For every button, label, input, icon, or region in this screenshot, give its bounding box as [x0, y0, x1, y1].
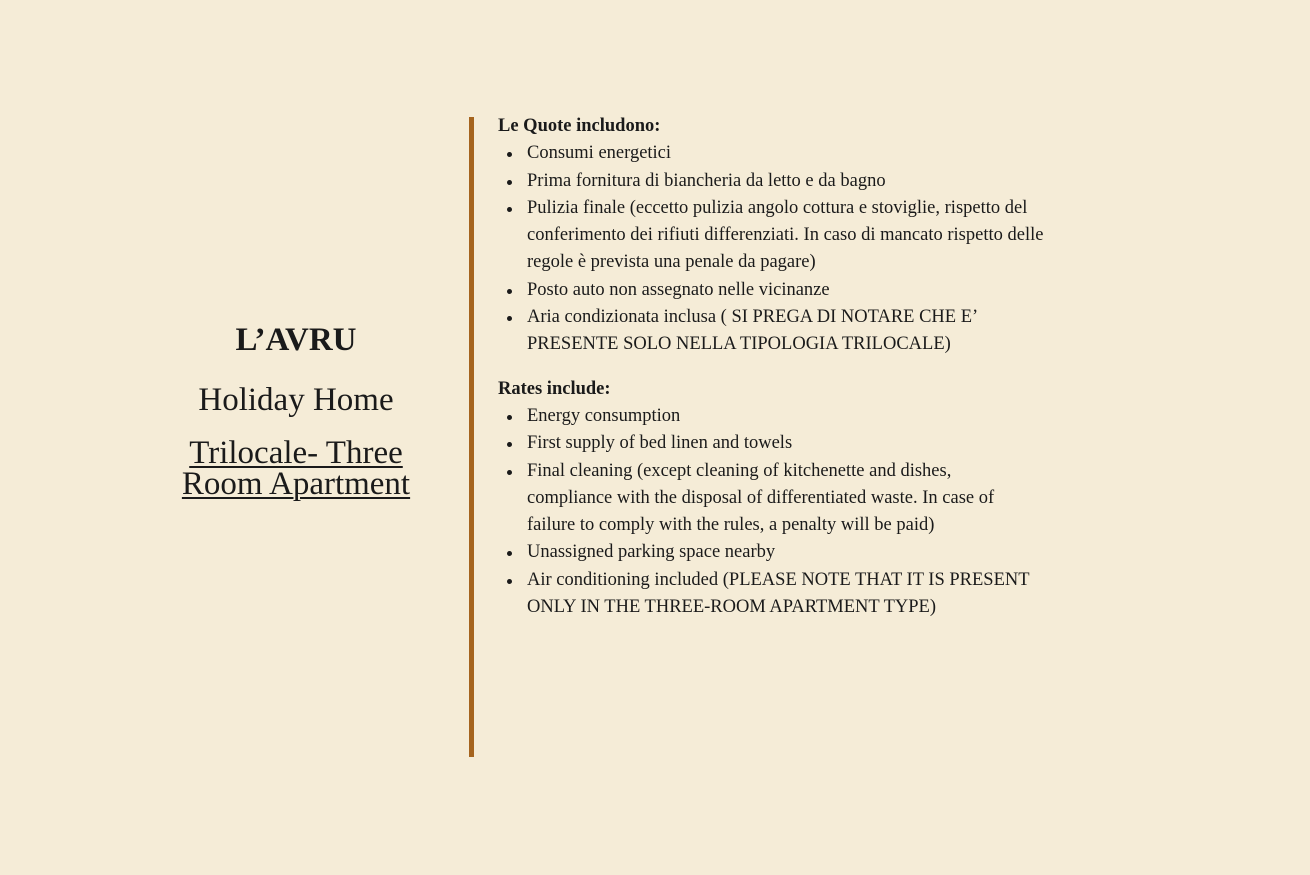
apartment-title [130, 435, 462, 502]
page-subtitle: Holiday Home [198, 382, 394, 418]
list-item: Consumi energetici [498, 140, 1068, 167]
list-item: Unassigned parking space nearby [498, 539, 1068, 566]
list-item: Posto auto non assegnato nelle vicinanze [498, 277, 1068, 304]
list-item: Air conditioning included (PLEASE NOTE THAT IT IS PRESENT ONLY IN THE THREE-ROOM APARTMENT TYPE) [498, 567, 1072, 622]
list-item: Pulizia finale (eccetto pulizia angolo cottura e stoviglie, rispetto del conferimento dei rifiuti differenziati. In caso di mancato rispetto delle regole è prevista una penale da pagare) [498, 195, 1047, 277]
italian-list [498, 140, 1068, 358]
italian-heading: Le Quote includono: [498, 116, 661, 136]
apartment-title-line-2: Room Apartment [181, 466, 411, 502]
list-item: Energy consumption [498, 403, 1068, 430]
section-spacer [498, 359, 1068, 376]
list-item: Prima fornitura di biancheria da letto e da bagno [498, 168, 1068, 195]
list-item: Aria condizionata inclusa ( SI PREGA DI NOTARE CHE E’ PRESENTE SOLO NELLA TIPOLOGIA TRILOCALE) [498, 304, 1062, 359]
list-item: Final cleaning (except cleaning of kitchenette and dishes, compliance with the disposal of differentiated waste. In case of failure to comply with the rules, a penalty will be paid) [498, 458, 1027, 540]
brand-name: L’AVRU [235, 322, 357, 358]
apartment-title-line-1: Trilocale- Three [189, 435, 403, 471]
english-list [498, 403, 1068, 621]
rates-content [498, 113, 1068, 621]
english-heading: Rates include: [498, 378, 611, 399]
vertical-divider [469, 117, 474, 757]
title-block [130, 318, 462, 500]
list-item: First supply of bed linen and towels [498, 430, 1068, 457]
